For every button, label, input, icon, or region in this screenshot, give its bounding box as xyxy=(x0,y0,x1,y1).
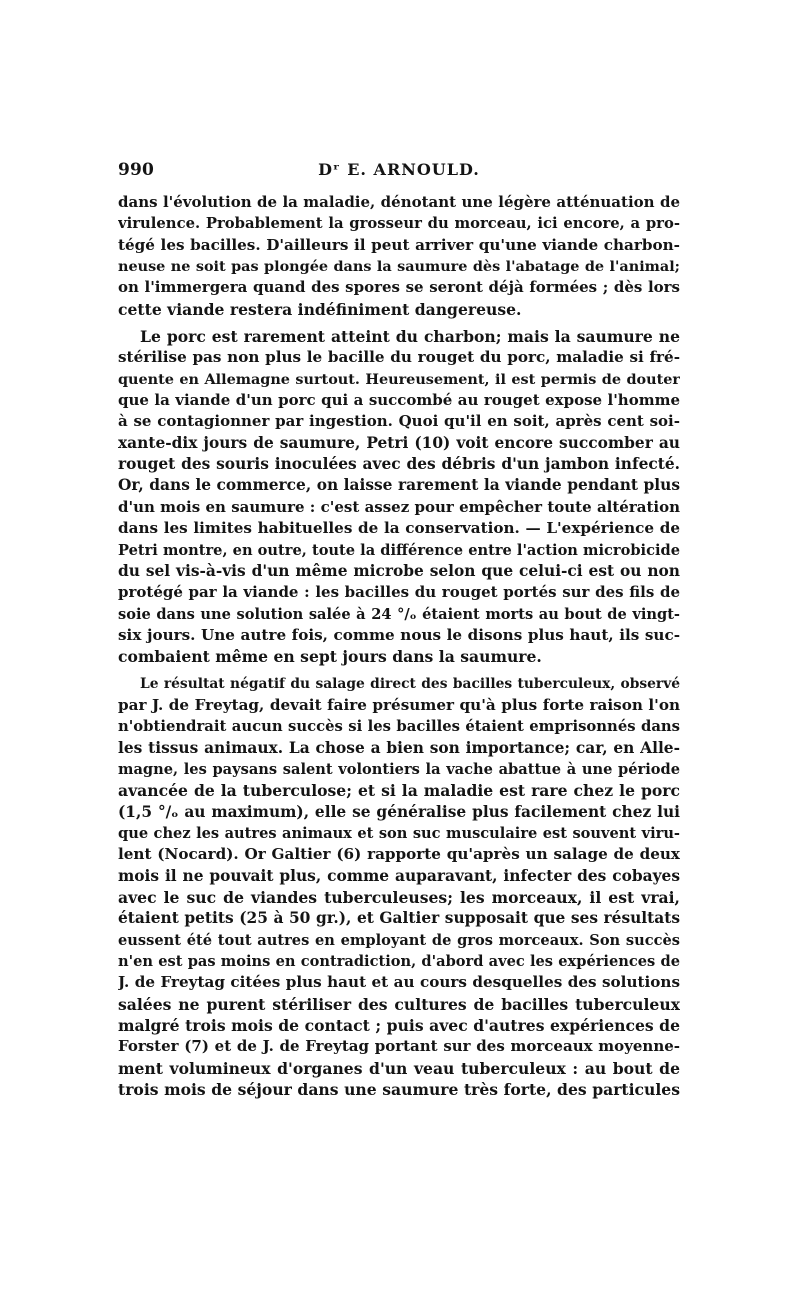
text-line: salées ne purent stériliser des cultures de bacilles tuberculeux xyxy=(118,994,680,1014)
text-line: n'en est pas moins en contradiction, d'abord avec les expériences de xyxy=(118,953,680,971)
text-line: mois il ne pouvait plus, comme auparavant, infecter des cobayes xyxy=(118,866,680,885)
text-line: eussent été tout autres en employant de gros morceaux. Son succès xyxy=(118,931,680,949)
text-line: Le porc est rarement atteint du charbon; mais la saumure ne xyxy=(140,327,680,347)
text-line: xante-dix jours de saumure, Petri (10) voit encore succomber au xyxy=(118,433,680,452)
text-line: dans les limites habituelles de la conservation. — L'expérience de xyxy=(118,519,680,538)
running-head xyxy=(118,160,680,184)
text-line: que chez les autres animaux et son suc musculaire est souvent viru- xyxy=(118,824,680,842)
text-line: tégé les bacilles. D'ailleurs il peut arriver qu'une viande charbon- xyxy=(118,235,680,254)
text-line: quente en Allemagne surtout. Heureusement, il est permis de douter xyxy=(118,370,680,388)
body-text xyxy=(118,192,680,1100)
text-line: ment volumineux d'organes d'un veau tuberculeux : au bout de xyxy=(118,1058,680,1078)
text-line: J. de Freytag citées plus haut et au cours desquelles des solutions xyxy=(118,973,680,992)
text-line: étaient petits (25 à 50 gr.), et Galtier supposait que ses résultats xyxy=(118,909,680,928)
running-head-author: Dʳ E. ARNOULD. xyxy=(318,160,480,179)
text-line: dans l'évolution de la maladie, dénotant une légère atténuation de xyxy=(118,193,680,211)
page-number: 990 xyxy=(118,160,155,180)
text-line: rouget des souris inoculées avec des débris d'un jambon infecté. xyxy=(118,455,680,474)
text-line: du sel vis-à-vis d'un même microbe selon que celui-ci est ou non xyxy=(118,561,680,580)
text-line: soie dans une solution salée à 24 °/ₒ étaient morts au bout de vingt- xyxy=(118,605,680,623)
text-line: n'obtiendrait aucun succès si les bacilles étaient emprisonnés dans xyxy=(118,718,680,736)
text-line: (1,5 °/ₒ au maximum), elle se généralise plus facilement chez lui xyxy=(118,802,680,821)
text-line: avec le suc de viandes tuberculeuses; les morceaux, il est vrai, xyxy=(118,888,680,907)
text-line: Forster (7) et de J. de Freytag portant sur des morceaux moyenne- xyxy=(118,1037,680,1056)
paragraph xyxy=(118,192,680,320)
text-line: que la viande d'un porc qui a succombé au rouget expose l'homme xyxy=(118,391,680,410)
text-line: neuse ne soit pas plongée dans la saumure dès l'abatage de l'animal; xyxy=(118,258,680,276)
text-line: protégé par la viande : les bacilles du rouget portés sur des fils de xyxy=(118,583,680,602)
text-line: lent (Nocard). Or Galtier (6) rapporte qu'après un salage de deux xyxy=(118,845,680,864)
text-line: magne, les paysans salent volontiers la vache abattue à une période xyxy=(118,760,680,778)
text-line: par J. de Freytag, devait faire présumer qu'à plus forte raison l'on xyxy=(118,695,680,714)
text-line: Or, dans le commerce, on laisse rarement la viande pendant plus xyxy=(118,476,680,495)
text-line: avancée de la tuberculose; et si la maladie est rare chez le porc xyxy=(118,781,680,801)
text-line: cette viande restera indéfiniment dangereuse. xyxy=(118,299,522,319)
text-line: malgré trois mois de contact ; puis avec d'autres expériences de xyxy=(118,1016,680,1036)
paragraph xyxy=(118,674,680,1101)
text-line: on l'immergera quand des spores se seront déjà formées ; dès lors xyxy=(118,278,680,297)
text-line: virulence. Probablement la grosseur du morceau, ici encore, a pro- xyxy=(118,215,680,233)
text-line: six jours. Une autre fois, comme nous le disons plus haut, ils suc- xyxy=(118,625,680,644)
text-line: trois mois de séjour dans une saumure très forte, des particules xyxy=(118,1080,680,1100)
text-line: stérilise pas non plus le bacille du rouget du porc, maladie si fré- xyxy=(118,348,680,367)
text-line: Le résultat négatif du salage direct des bacilles tuberculeux, observé xyxy=(140,675,680,692)
text-line: les tissus animaux. La chose a bien son importance; car, en Alle- xyxy=(118,738,680,757)
text-line: d'un mois en saumure : c'est assez pour empêcher toute altération xyxy=(118,497,680,516)
text-line: Petri montre, en outre, toute la différence entre l'action microbicide xyxy=(118,541,680,559)
text-line: à se contagionner par ingestion. Quoi qu'il en soit, après cent soi- xyxy=(118,412,680,431)
paragraph xyxy=(118,326,680,668)
text-line: combaient même en sept jours dans la saumure. xyxy=(118,647,542,667)
